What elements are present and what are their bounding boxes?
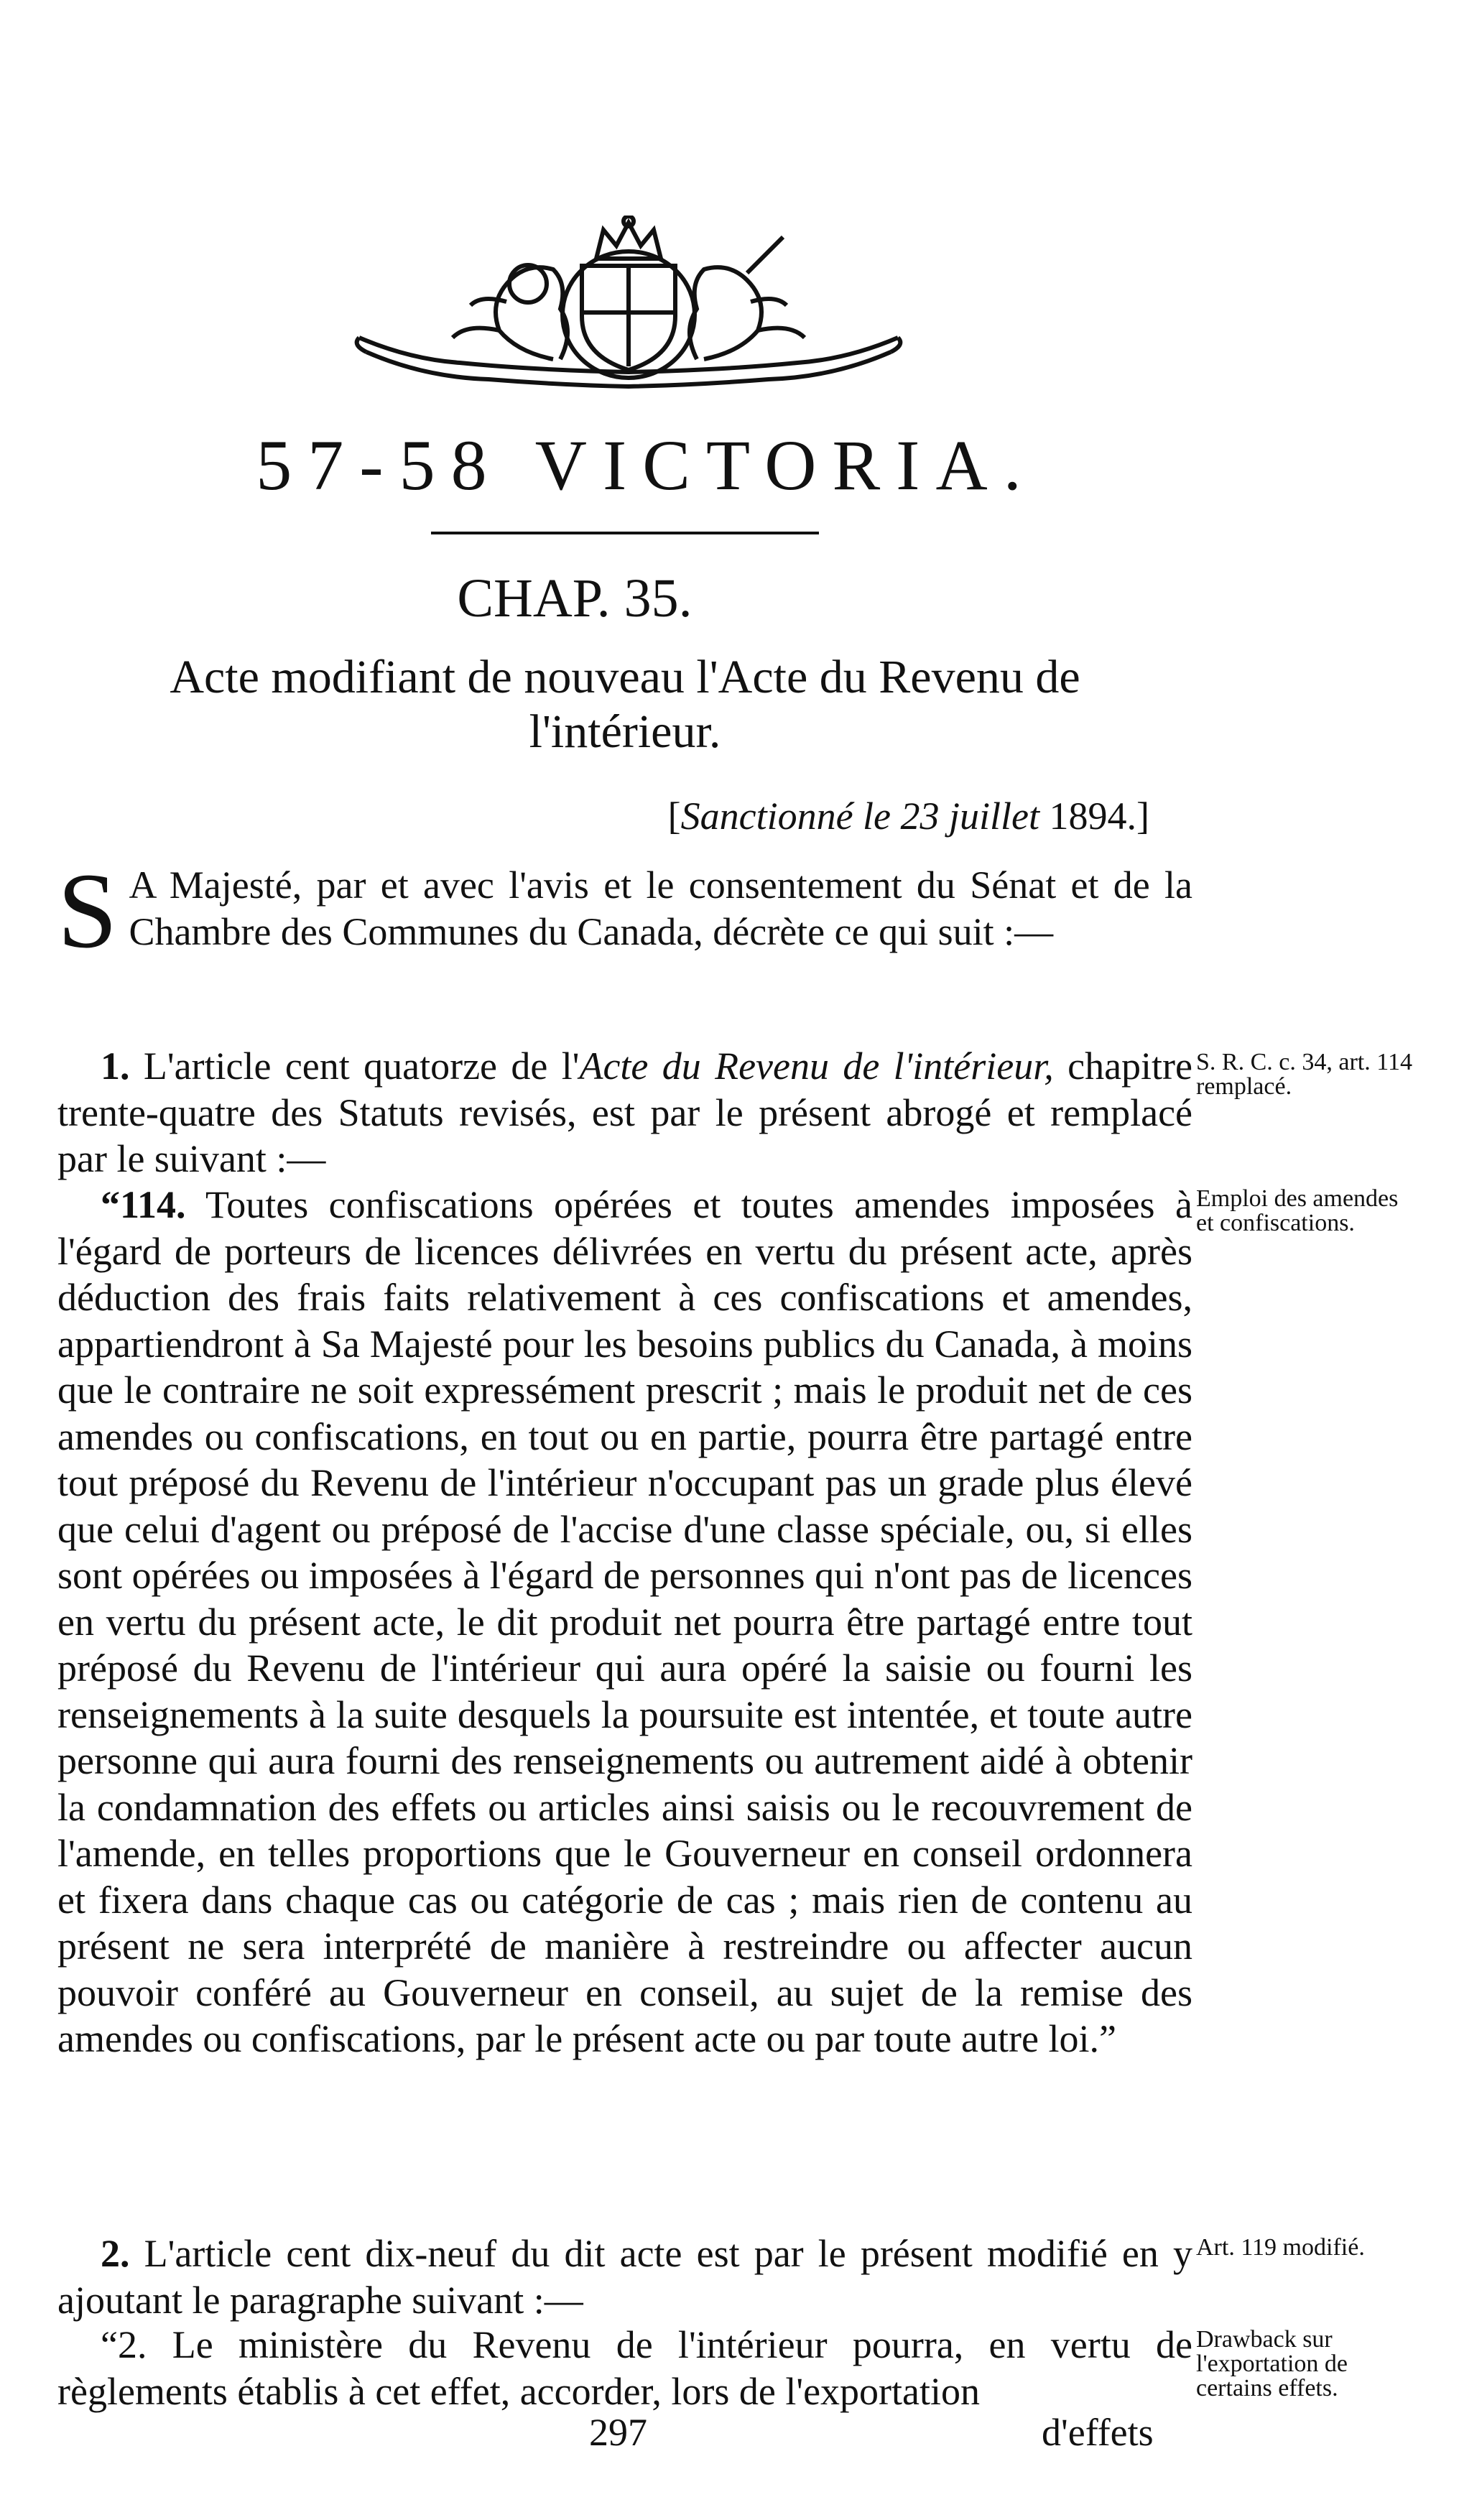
section-2-text: L'article cent dix-neuf du dit acte est par le présent modifié en y ajoutant le paragraphe suivant :—	[57, 2232, 1192, 2322]
section-1	[57, 1043, 1192, 1182]
section-2	[57, 2231, 1192, 2323]
chapter-heading: CHAP. 35.	[457, 568, 693, 629]
preamble	[57, 851, 1192, 971]
sanction-prefix: [	[667, 795, 681, 838]
section-114-number: “114.	[101, 1183, 186, 1226]
sanction-date	[589, 794, 1149, 838]
margin-note-1: S. R. C. c. 34, art. 114 remplacé.	[1196, 1049, 1412, 1100]
section-1-text-a: L'article cent quatorze de l'	[129, 1044, 580, 1088]
section-1-quote	[57, 1182, 1192, 2062]
margin-note-2: Emploi des amendes et confiscations.	[1196, 1185, 1399, 1236]
margin-note-4: Drawback sur l'exportation de certains effets.	[1196, 2326, 1348, 2401]
drop-cap: S	[57, 851, 118, 971]
section-1-text-b: chapitre trente-quatre des Statuts revisés, est par le présent abrogé et remplacé par le suivant :—	[57, 1044, 1192, 1180]
margin-note-3: Art. 119 modifié.	[1196, 2234, 1365, 2261]
section-114-text: Toutes confiscations opérées et toutes amendes imposées à l'égard de porteurs de licences délivrées en vertu du présent acte, après déduction des frais faits relativement à ces confiscations et amendes, appartiendront à Sa Majesté pour les besoins publics du Canada, à moins que le contraire ne soit expressément prescrit ; mais le produit net de ces amendes ou confiscations, en tout ou en partie, pourra être partagé entre tout préposé du Revenu de l'intérieur n'occupant pas un grade plus élevé que celui d'agent ou préposé de l'accise d'une classe spéciale, ou, si elles sont opérées ou imposées à l'égard de personnes qui n'ont pas de licences en vertu du présent acte, le dit produit net pourra être partagé entre tout préposé du Revenu de l'intérieur qui aura opéré la saisie ou fourni les renseignements à la suite desquels la poursuite est intentée, et toute autre personne qui aura fourni des renseignements ou autrement aidé à obtenir la condamnation des effets ou articles ainsi saisis ou le recouvrement de l'amende, en telles proportions que le Gouverneur en conseil ordonnera et fixera dans chaque cas ou catégorie de cas ; mais rien de contenu au présent ne sera interprété de manière à restreindre ou affecter aucun pouvoir conféré au Gouverneur en conseil, au sujet de la remise des amendes ou confiscations, par le présent acte ou par toute autre loi.”	[57, 1183, 1192, 2060]
subsection-2-number: “2.	[101, 2323, 147, 2366]
preamble-text: A Majesté, par et avec l'avis et le consentement du Sénat et de la Chambre des Communes du Canada, décrète ce qui suit :—	[129, 863, 1192, 953]
royal-coat-of-arms	[345, 216, 912, 402]
divider-rule	[431, 532, 819, 534]
catchword: d'effets	[1042, 2411, 1154, 2454]
page-number: 297	[589, 2411, 647, 2454]
section-1-italic: Acte du Revenu de l'intérieur,	[579, 1044, 1054, 1088]
sanction-italic: Sanctionné le 23 juillet	[680, 795, 1040, 838]
reign-heading: 57-58 VICTORIA.	[256, 425, 1037, 505]
subsection-2-text: Le ministère du Revenu de l'intérieur pourra, en vertu de règlements établis à cet effet, accorder, lors de l'exportation	[57, 2323, 1192, 2413]
section-1-number: 1.	[101, 1044, 130, 1088]
section-2-quote	[57, 2322, 1192, 2414]
act-title: Acte modifiant de nouveau l'Acte du Revenu de l'intérieur.	[170, 651, 1080, 758]
section-2-number: 2.	[101, 2232, 130, 2275]
sanction-suffix: 1894.]	[1039, 795, 1149, 838]
